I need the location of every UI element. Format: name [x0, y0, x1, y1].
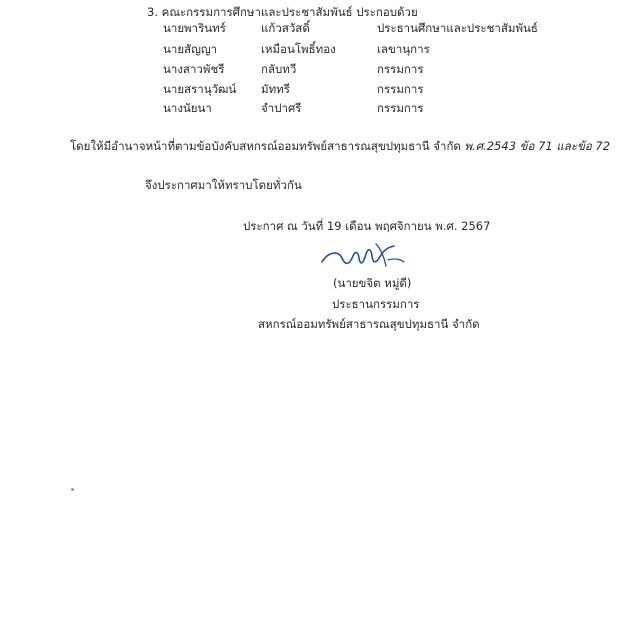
announcement-date: ประกาศ ณ วันที่ 19 เดือน พฤศจิกายน พ.ศ. 2567	[243, 219, 491, 233]
authority-clause: พ.ศ.2543 ข้อ 71 และข้อ 72	[464, 139, 611, 153]
member-surname: เหมือนโพธิ์ทอง	[261, 42, 336, 56]
member-name: นางสาวพัชรี	[163, 62, 225, 76]
member-row	[0, 101, 640, 115]
member-position: เลขานุการ	[377, 42, 430, 56]
scan-speck	[71, 488, 74, 491]
member-row	[0, 21, 640, 35]
handwritten-signature	[318, 238, 408, 274]
member-row	[0, 82, 640, 96]
member-name: นางนัยนา	[163, 101, 212, 115]
member-position: กรรมการ	[377, 82, 424, 96]
member-name: นายพารินทร์	[163, 21, 226, 35]
signer-organization: สหกรณ์ออมทรัพย์สาธารณสุขปทุมธานี จำกัด	[258, 317, 480, 331]
authority-statement	[70, 139, 610, 153]
member-position: กรรมการ	[377, 62, 424, 76]
member-row	[0, 42, 640, 56]
member-position: ประธานศึกษาและประชาสัมพันธ์	[377, 21, 538, 35]
signer-title: ประธานกรรมการ	[332, 297, 420, 311]
member-name: นายสรานุวัฒน์	[163, 82, 237, 96]
signer-name: (นายขจิต หมู่ดี)	[333, 276, 412, 290]
member-row	[0, 62, 640, 76]
member-name: นายสัญญา	[163, 42, 218, 56]
authority-text: โดยให้มีอำนาจหน้าที่ตามข้อบังคับสหกรณ์ออมทรัพย์สาธารณสุขปทุมธานี จำกัด	[70, 139, 465, 153]
member-surname: แก้วสวัสดิ์	[261, 21, 310, 35]
member-position: กรรมการ	[377, 101, 424, 115]
member-surname: กลับทวี	[261, 62, 297, 76]
announcement-line: จึงประกาศมาให้ทราบโดยทั่วกัน	[145, 178, 302, 192]
member-surname: จำปาศรี	[261, 101, 302, 115]
member-surname: มัททรี	[261, 82, 290, 96]
committee-heading: 3. คณะกรรมการศึกษาและประชาสัมพันธ์ ประกอบด้วย	[147, 5, 418, 19]
